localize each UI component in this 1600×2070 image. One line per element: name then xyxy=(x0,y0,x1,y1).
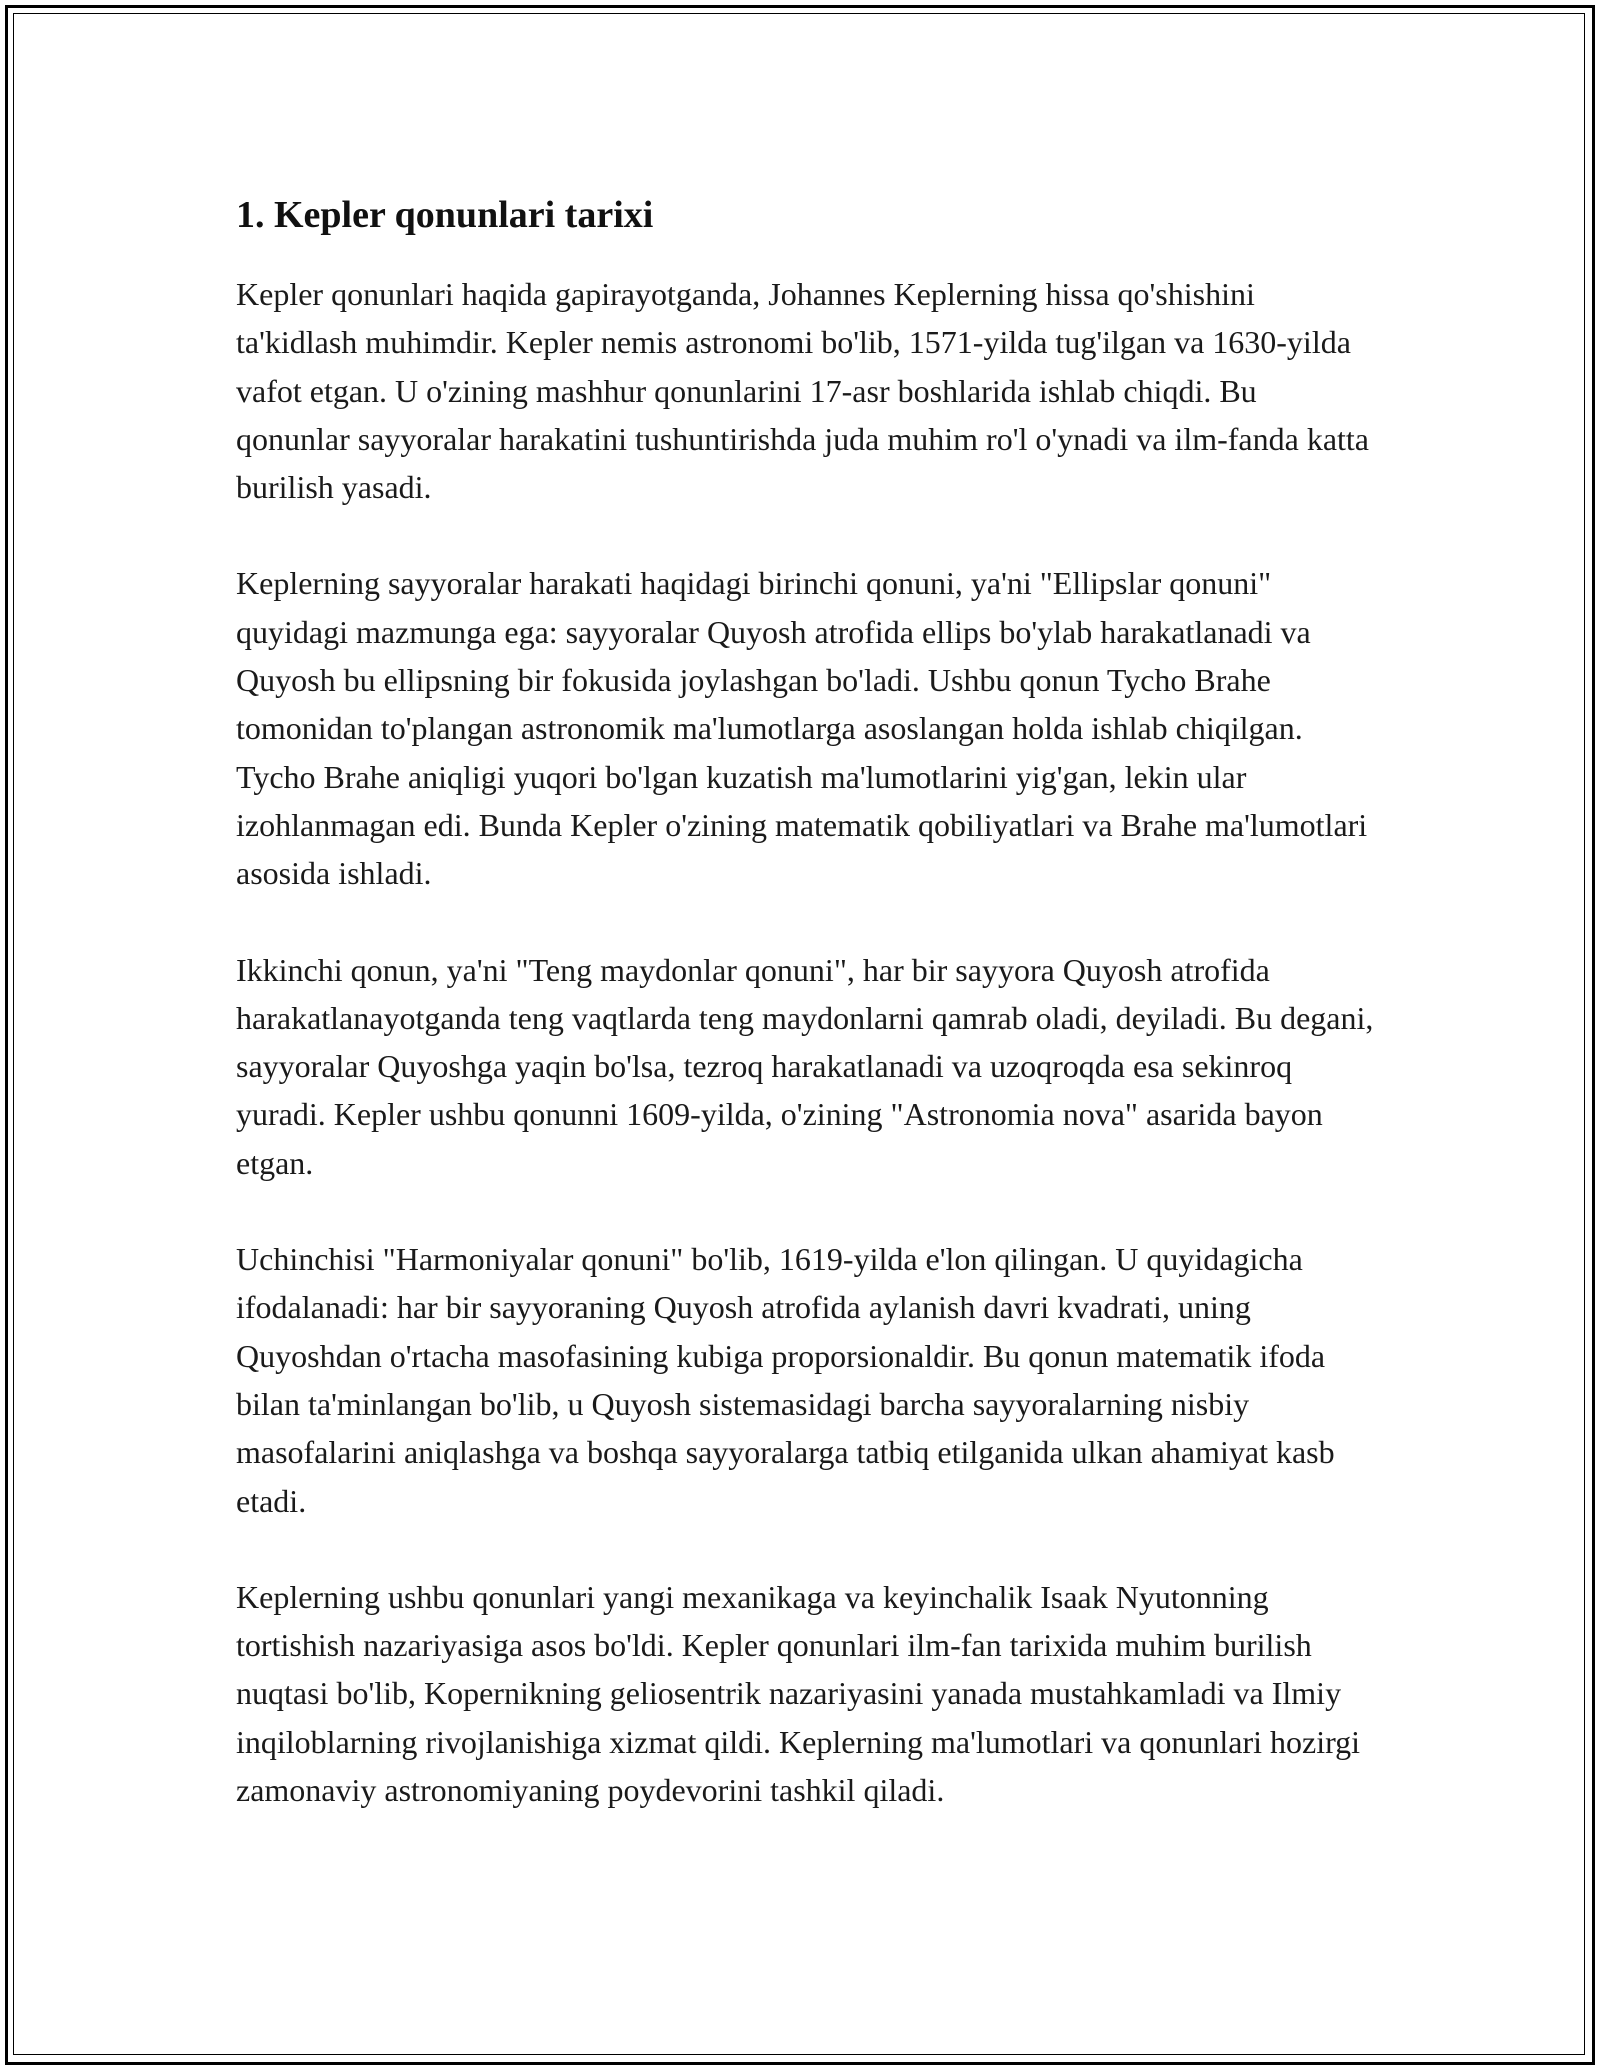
paragraph-conclusion: Keplerning ushbu qonunlari yangi mexanikaga va keyinchalik Isaak Nyutonning tortishish nazariyasiga asos bo'ldi. Kepler qonunlari ilm-fan tarixida muhim burilish nuqtasi bo'lib, Kopernikning geliosentrik nazariyasini yanada mustahkamladi va Ilmiy inqiloblarning rivojlanishiga xizmat qildi. Keplerning ma'lumotlari va qonunlari hozirgi zamonaviy astronomiyaning poydevorini tashkil qiladi. xyxy=(236,1578,1361,1809)
paragraph-second-law: Ikkinchi qonun, ya'ni "Teng maydonlar qonuni", har bir sayyora Quyosh atrofida harakatlanayotganda teng vaqtlarda teng maydonlarni qamrab oladi, deyiladi. Bu degani, sayyoralar Quyoshga yaqin bo'lsa, tezroq harakatlanadi va uzoqroqda esa sekinroq yuradi. Kepler ushbu qonunni 1609-yilda, o'zining "Astronomia nova" asarida bayon etgan. xyxy=(236,951,1374,1181)
document-page xyxy=(236,190,1376,1862)
paragraph-intro: Kepler qonunlari haqida gapirayotganda, Johannes Keplerning hissa qo'shishini ta'kidlash muhimdir. Kepler nemis astronomi bo'lib, 1571-yilda tug'ilgan va 1630-yilda vafot etgan. U o'zining mashhur qonunlarini 17-asr boshlarida ishlab chiqdi. Bu qonunlar sayyoralar harakatini tushuntirishda juda muhim ro'l o'ynadi va ilm-fanda katta burilish yasadi. xyxy=(236,276,1369,506)
paragraph-first-law: Keplerning sayyoralar harakati haqidagi birinchi qonuni, ya'ni "Ellipslar qonuni" quyidagi mazmunga ega: sayyoralar Quyosh atrofida ellips bo'ylab harakatlanadi va Quyosh bu ellipsning bir fokusida joylashgan bo'ladi. Ushbu qonun Tycho Brahe tomonidan to'plangan astronomik ma'lumotlarga asoslangan holda ishlab chiqilgan. Tycho Brahe aniqligi yuqori bo'lgan kuzatish ma'lumotlarini yig'gan, lekin ular izohlanmagan edi. Bunda Kepler o'zining matematik qobiliyatlari va Brahe ma'lumotlari asosida ishladi. xyxy=(236,565,1368,892)
paragraph-third-law: Uchinchisi "Harmoniyalar qonuni" bo'lib, 1619-yilda e'lon qilingan. U quyidagicha ifodalanadi: har bir sayyoraning Quyosh atrofida aylanish davri kvadrati, uning Quyoshdan o'rtacha masofasining kubiga proporsionaldir. Bu qonun matematik ifoda bilan ta'minlangan bo'lib, u Quyosh sistemasidagi barcha sayyoralarning nisbiy masofalarini aniqlashga va boshqa sayyoralarga tatbiq etilganida ulkan ahamiyat kasb etadi. xyxy=(236,1241,1335,1519)
section-heading: 1. Kepler qonunlari tarixi xyxy=(236,194,654,236)
